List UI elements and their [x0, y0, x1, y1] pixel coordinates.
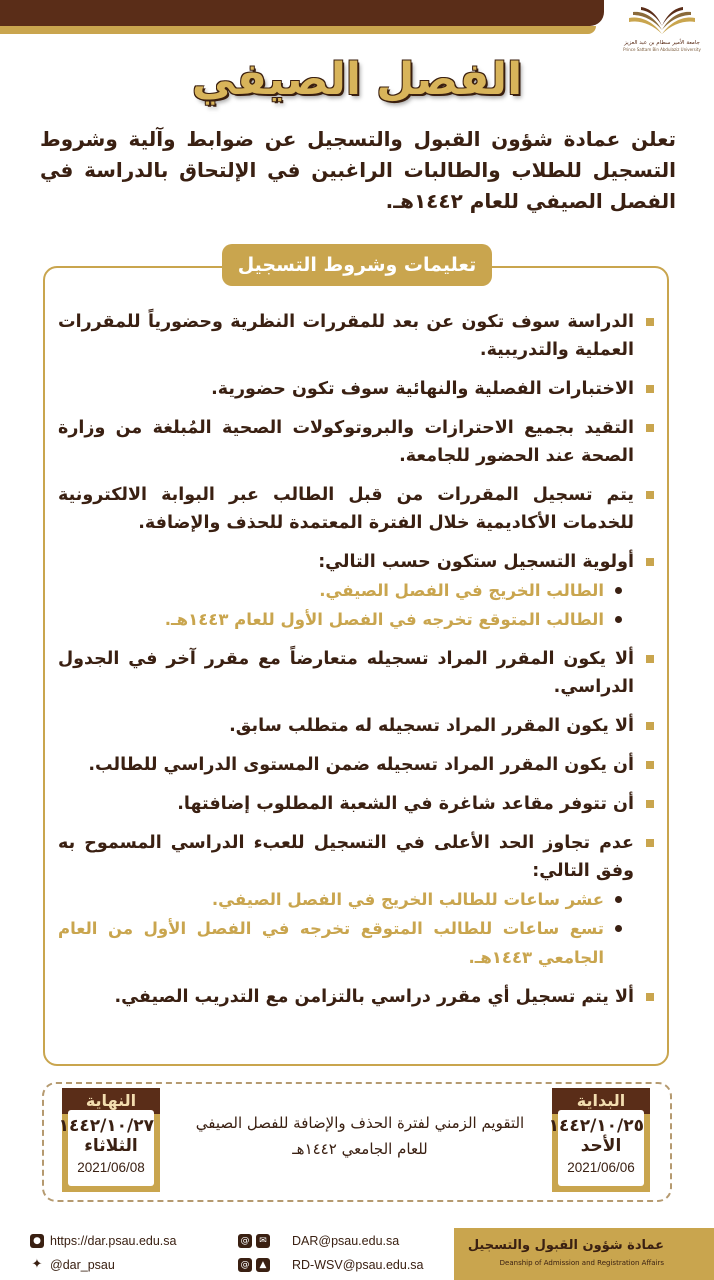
- item-text: ألا يتم تسجيل أي مقرر دراسي بالتزامن مع التدريب الصيفي.: [114, 987, 634, 1007]
- end-date-body: [58, 1110, 154, 1186]
- square-bullet-icon: [646, 839, 654, 847]
- list-item: [58, 645, 656, 701]
- timeline-description: التقويم الزمني لفترة الحذف والإضافة للفصل الصيفي للعام الجامعي ١٤٤٢هـ: [195, 1114, 525, 1158]
- logo-english-text: Prince Sattam Bin Abdulaziz University: [623, 47, 701, 52]
- round-bullet-icon: [615, 616, 622, 623]
- start-date-card: [548, 1088, 650, 1192]
- dept-arabic-name: عمادة شؤون القبول والتسجيل: [467, 1238, 664, 1253]
- end-label: النهاية: [62, 1088, 160, 1114]
- list-item: [58, 308, 656, 364]
- square-bullet-icon: [646, 722, 654, 730]
- item-text: أولوية التسجيل ستكون حسب التالي:: [318, 552, 634, 572]
- sub-item-text: عشر ساعات للطالب الخريج في الفصل الصيفي.: [211, 890, 604, 909]
- sub-item-text: تسع ساعات للطالب المتوقع تخرجه في الفصل الأول من العام الجامعي ١٤٤٣هـ.: [58, 919, 604, 967]
- intro-paragraph: تعلن عمادة شؤون القبول والتسجيل عن ضوابط وآلية وشروط التسجيل للطلاب والطالبات الراغبين في الإلتحاق بالدراسة في الفصل الصيفي للعام ١٤٤٢هـ.: [40, 127, 676, 213]
- item-text: أن تتوفر مقاعد شاغرة في الشعبة المطلوب إضافتها.: [177, 794, 634, 814]
- round-bullet-icon: [615, 925, 622, 932]
- square-bullet-icon: [646, 993, 654, 1001]
- footer-dept-panel: [454, 1228, 714, 1280]
- instructions-list: [58, 308, 656, 1022]
- start-day: الأحد: [580, 1136, 622, 1156]
- square-bullet-icon: [646, 558, 654, 566]
- start-date-body: [548, 1110, 644, 1186]
- square-bullet-icon: [646, 318, 654, 326]
- twitter-handle[interactable]: @dar_psau: [50, 1258, 115, 1272]
- item-text: عدم تجاوز الحد الأعلى في التسجيل للعبء الدراسي المسموح به وفق التالي:: [58, 833, 634, 881]
- square-bullet-icon: [646, 655, 654, 663]
- email-icon: @: [238, 1258, 252, 1272]
- envelope-icon: ✉: [256, 1234, 270, 1248]
- start-hijri-date: ١٤٤٢/١٠/٢٥: [548, 1116, 644, 1136]
- email-dar-link[interactable]: DAR@psau.edu.sa: [292, 1234, 400, 1248]
- sub-item: [58, 885, 626, 914]
- list-item: [58, 829, 656, 972]
- list-item: [58, 790, 656, 818]
- email-rd-link[interactable]: RD-WSV@psau.edu.sa: [292, 1258, 424, 1272]
- sub-item: [58, 914, 626, 972]
- start-gregorian-date: 2021/06/06: [567, 1160, 635, 1175]
- graduation-cap-icon: ▲: [256, 1258, 270, 1272]
- item-text: أن يكون المقرر المراد تسجيله ضمن المستوى الدراسي للطالب.: [88, 755, 634, 775]
- square-bullet-icon: [646, 491, 654, 499]
- item-text: الاختبارات الفصلية والنهائية سوف تكون حضورية.: [211, 379, 634, 399]
- list-item: [58, 712, 656, 740]
- end-gregorian-date: 2021/06/08: [77, 1160, 145, 1175]
- top-bar-accent: [0, 26, 596, 34]
- round-bullet-icon: [615, 587, 622, 594]
- item-text: الدراسة سوف تكون عن بعد للمقررات النظرية وحضورياً للمقررات العملية والتدريبية.: [58, 312, 634, 360]
- item-text: يتم تسجيل المقررات من قبل الطالب عبر البوابة الالكترونية للخدمات الأكاديمية خلال الفترة المعتمدة للحذف والإضافة.: [58, 485, 634, 533]
- list-item: [58, 481, 656, 537]
- sub-item: [58, 576, 626, 605]
- page-title: الفصل الصيفي: [191, 54, 523, 105]
- book-logo-icon: [627, 6, 697, 36]
- sub-item-text: الطالب المتوقع تخرجه في الفصل الأول للعام ١٤٤٣هـ.: [164, 610, 604, 629]
- email-icon: @: [238, 1234, 252, 1248]
- round-bullet-icon: [615, 896, 622, 903]
- instructions-title: تعليمات وشروط التسجيل: [222, 244, 492, 286]
- list-item: [58, 414, 656, 470]
- top-bar: [0, 0, 604, 26]
- item-text: ألا يكون المقرر المراد تسجيله له متطلب سابق.: [229, 716, 634, 736]
- end-date-card: [58, 1088, 160, 1192]
- end-hijri-date: ١٤٤٢/١٠/٢٧: [58, 1116, 154, 1136]
- start-label: البداية: [552, 1088, 650, 1114]
- list-item: [58, 983, 656, 1011]
- globe-icon: ●: [30, 1234, 44, 1248]
- sub-item-text: الطالب الخريج في الفصل الصيفي.: [319, 581, 604, 600]
- sub-item: [58, 605, 626, 634]
- square-bullet-icon: [646, 385, 654, 393]
- logo-arabic-text: جامعة الأمير سطام بن عبد العزيز: [624, 40, 700, 46]
- list-item: [58, 548, 656, 634]
- item-text: ألا يكون المقرر المراد تسجيله متعارضاً مع مقرر آخر في الجدول الدراسي.: [58, 649, 634, 697]
- list-item: [58, 375, 656, 403]
- square-bullet-icon: [646, 800, 654, 808]
- square-bullet-icon: [646, 761, 654, 769]
- footer: [0, 1228, 714, 1280]
- website-link[interactable]: https://dar.psau.edu.sa: [50, 1234, 177, 1248]
- square-bullet-icon: [646, 424, 654, 432]
- twitter-icon: ✦: [31, 1257, 43, 1272]
- item-text: التقيد بجميع الاحترازات والبروتوكولات الصحية المُبلغة من وزارة الصحة عند الحضور للجامعة.: [58, 418, 634, 466]
- list-item: [58, 751, 656, 779]
- end-day: الثلاثاء: [84, 1136, 138, 1156]
- dept-english-name: Deanship of Admission and Registration Affairs: [499, 1259, 664, 1267]
